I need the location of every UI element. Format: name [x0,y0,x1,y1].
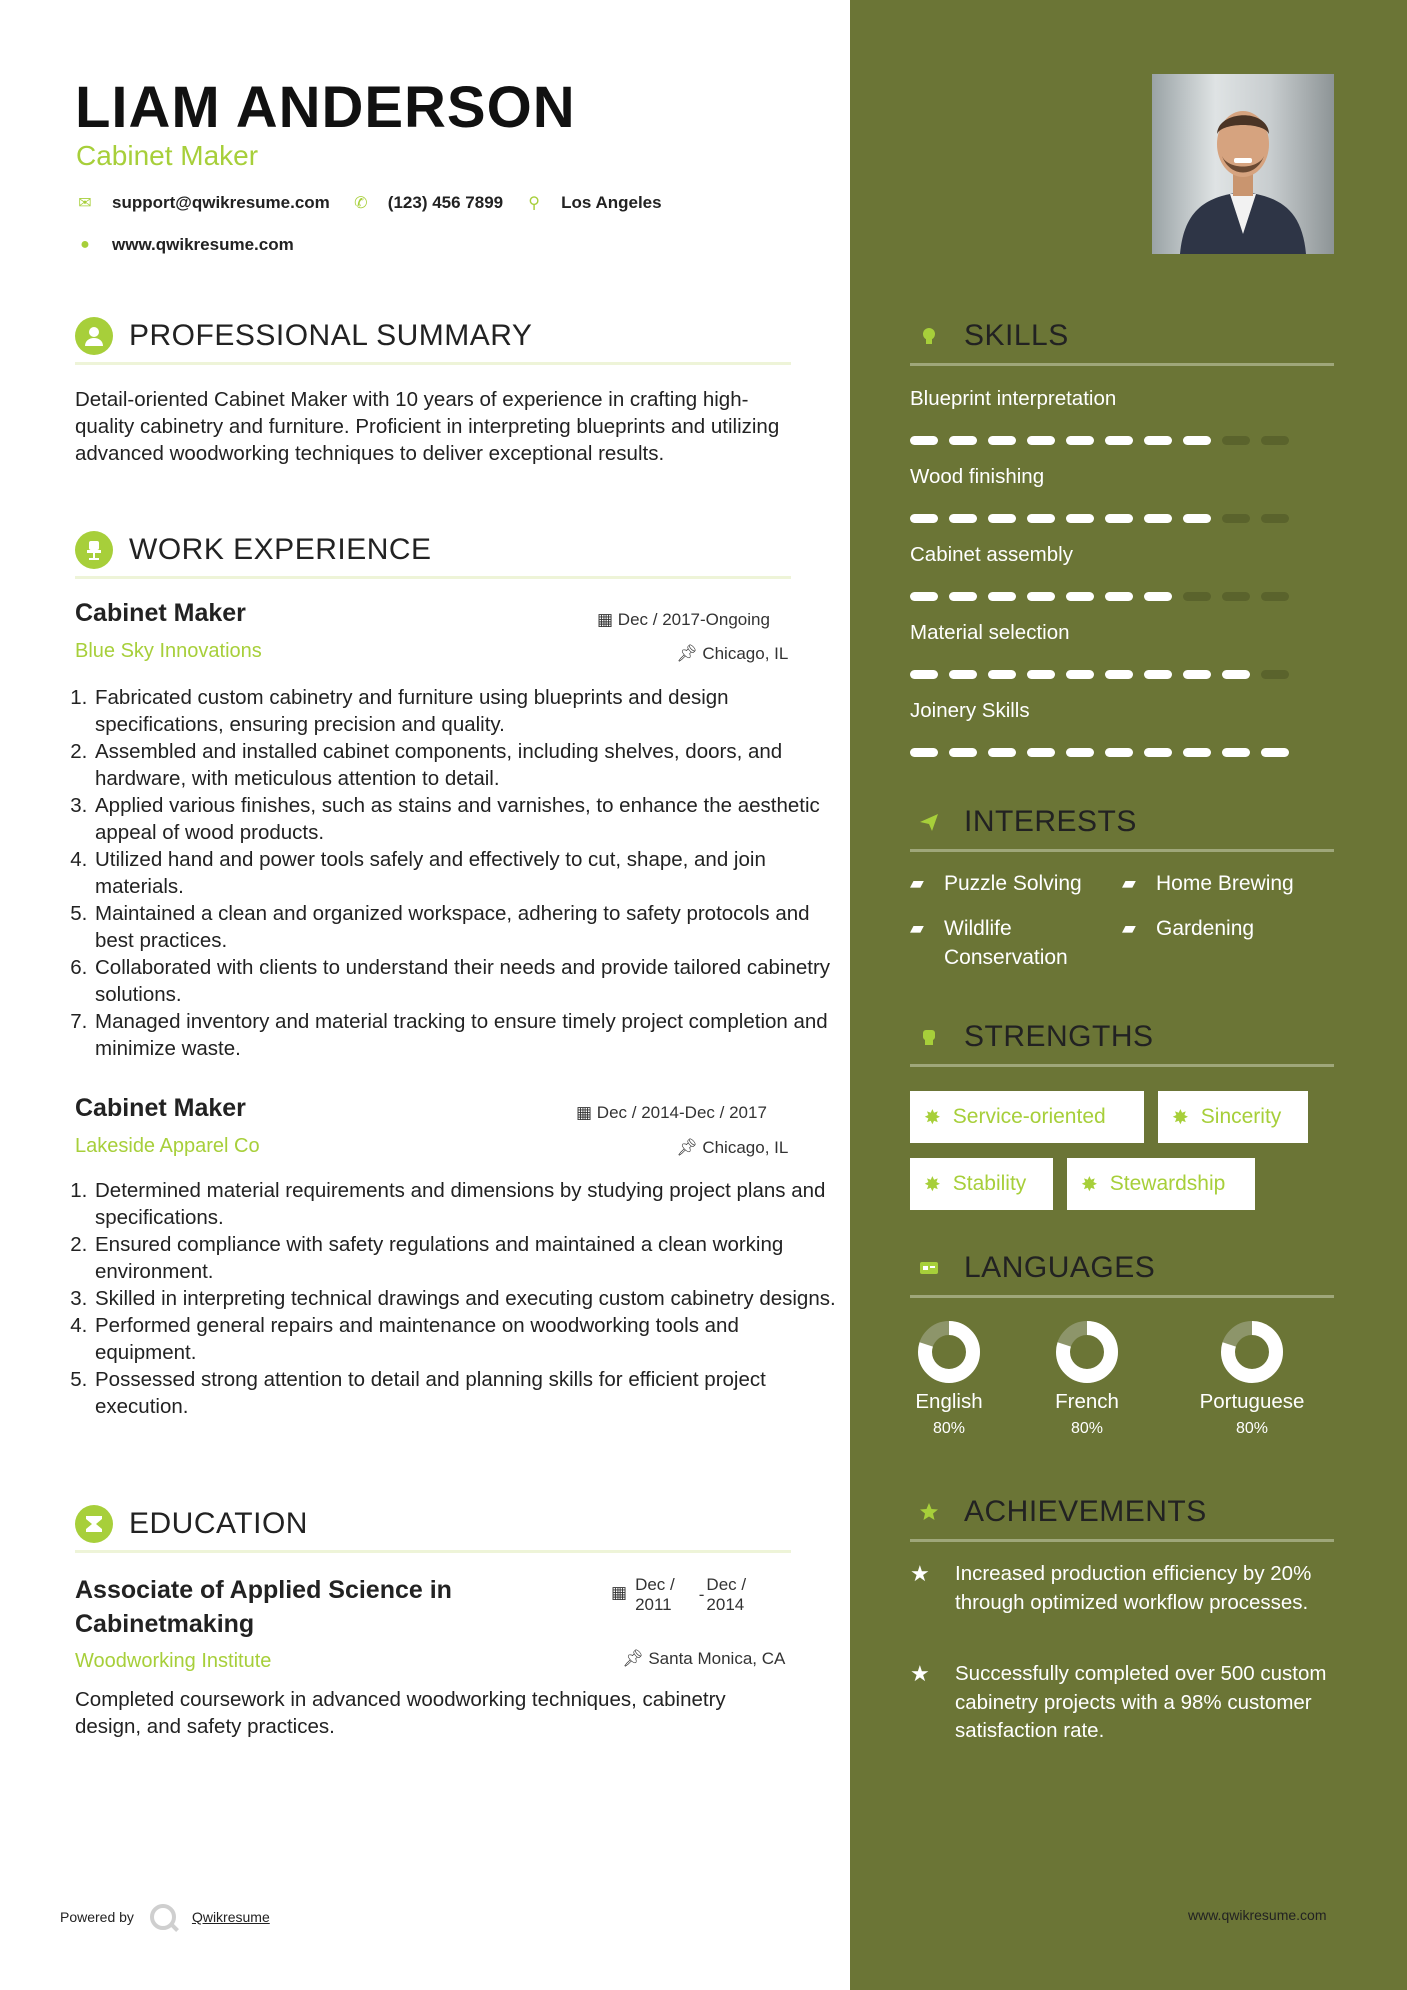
summary-divider [75,362,791,365]
language-donut [1220,1320,1284,1384]
skill-name: Blueprint interpretation [910,387,1117,410]
job-2-location: 📌︎ Chicago, IL [676,1138,789,1157]
skill-dash [949,670,977,679]
skill-dash [910,592,938,601]
skill-dash [1066,670,1094,679]
person-icon [75,317,113,355]
qwikresume-logo-icon [150,1904,176,1930]
skill-dash [1222,670,1250,679]
skill-dash [1144,670,1172,679]
skill-dash [1183,592,1211,601]
strengths-heading: STRENGTHS [910,1018,1154,1056]
skill-dash [1183,436,1211,445]
candidate-title: Cabinet Maker [76,140,259,171]
skill-bar [910,670,1300,679]
book-icon: ▰ [910,918,924,938]
list-item: 2. Ensured compliance with safety regulations and maintained a clean working environment. [93,1231,838,1285]
globe-icon: ● [80,236,90,253]
list-item: 1. Determined material requirements and dimensions by studying project plans and specifications. [93,1177,838,1231]
calendar-icon: ▦ [576,1103,593,1122]
education-heading: EDUCATION [75,1505,308,1543]
list-item: 7. Managed inventory and material tracking to ensure timely project completion and minimize waste. [93,1008,838,1062]
list-item: 5. Maintained a clean and organized workspace, adhering to safety protocols and best practices. [93,900,838,954]
achievement-item: ★ Increased production efficiency by 20% through optimized workflow processes. [910,1560,1334,1617]
skill-dash [1222,514,1250,523]
list-item: 5. Possessed strong attention to detail and planning skills for efficient project execution. [93,1366,838,1420]
interests-divider [910,849,1334,852]
shooting-star-icon: ★ [910,1561,930,1586]
skills-heading: SKILLS [910,317,1069,355]
skill-dash [1066,436,1094,445]
skill-dash [1183,748,1211,757]
map-pin-icon: ⚲ [528,195,540,212]
skill-dash [1144,514,1172,523]
interests-heading: INTERESTS [910,803,1137,841]
contact-phone[interactable]: ✆ (123) 456 7899 [352,193,503,213]
skill-dash [1027,670,1055,679]
graduation-icon [75,1505,113,1543]
footer-website[interactable]: www.qwikresume.com [1188,1907,1327,1923]
star-badge-icon [910,1493,948,1531]
shooting-star-icon: ★ [910,1661,930,1686]
badge-icon: ✸ [924,1173,941,1196]
skill-dash [1183,514,1211,523]
book-icon: ▰ [1122,918,1136,938]
skill-dash [1261,436,1289,445]
job-1-dates: ▦ Dec / 2017-Ongoing [597,610,770,629]
skill-dash [1261,592,1289,601]
strengths-divider [910,1064,1334,1067]
skill-dash [1027,748,1055,757]
contact-email[interactable]: ✉ support@qwikresume.com [76,193,330,213]
skill-dash [1261,514,1289,523]
experience-heading: WORK EXPERIENCE [75,531,432,569]
pushpin-icon: 📌︎ [622,1649,644,1668]
skill-name: Wood finishing [910,465,1045,488]
language-donut [1055,1320,1119,1384]
badge-icon: ✸ [1081,1173,1098,1196]
achievements-heading: ACHIEVEMENTS [910,1493,1207,1531]
skill-dash [1066,592,1094,601]
strength-chip: ✸ Stewardship [1067,1158,1255,1210]
job-1-company: Blue Sky Innovations [75,640,262,662]
job-2-company: Lakeside Apparel Co [75,1135,260,1157]
skill-dash [1105,514,1133,523]
skill-dash [949,748,977,757]
skill-dash [988,670,1016,679]
powered-by: Powered by Qwikresume [60,1904,270,1930]
skill-dash [1066,748,1094,757]
list-item: 6. Collaborated with clients to understand their needs and provide tailored cabinetry solutions. [93,954,838,1008]
paper-plane-icon [910,803,948,841]
job-2-duties [57,1177,838,1420]
skill-bar [910,592,1300,601]
language-item: English 80% [905,1320,993,1438]
languages-heading: LANGUAGES [910,1249,1155,1287]
job-2-title: Cabinet Maker [75,1094,246,1122]
skill-dash [1144,436,1172,445]
skill-dash [1144,592,1172,601]
skill-dash [1183,670,1211,679]
skill-dash [1105,592,1133,601]
list-item: 4. Performed general repairs and maintenance on woodworking tools and equipment. [93,1312,838,1366]
skill-dash [1144,748,1172,757]
job-2-dates: ▦ Dec / 2014-Dec / 2017 [576,1103,767,1122]
skill-dash [1222,436,1250,445]
fist-icon [910,1018,948,1056]
summary-heading: PROFESSIONAL SUMMARY [75,317,532,355]
job-1-location: 📌︎ Chicago, IL [676,644,789,663]
envelope-icon: ✉ [78,195,92,212]
skill-dash [910,670,938,679]
skill-dash [949,436,977,445]
language-item: Portuguese 80% [1180,1320,1324,1438]
education-divider [75,1550,791,1553]
candidate-name: LIAM ANDERSON [75,75,576,140]
skill-dash [1222,592,1250,601]
interest-item: ▰ Home Brewing [1122,869,1294,898]
skill-bar [910,436,1300,445]
school-name: Woodworking Institute [75,1650,272,1672]
skill-bar [910,748,1300,757]
calendar-icon: ▦ [611,1583,628,1602]
skill-name: Material selection [910,621,1070,644]
skill-dash [949,592,977,601]
strength-chip: ✸ Sincerity [1158,1091,1308,1143]
phone-icon: ✆ [354,195,368,212]
achievements-divider [910,1539,1334,1542]
contact-location: ⚲ Los Angeles [525,193,661,213]
badge-icon: ✸ [924,1106,941,1129]
contact-row [76,193,684,213]
skill-dash [910,436,938,445]
education-description: Completed coursework in advanced woodworking techniques, cabinetry design, and safety practices. [75,1688,726,1738]
skill-dash [1105,748,1133,757]
skill-dash [1261,748,1289,757]
pushpin-icon: 📌︎ [676,1138,698,1157]
book-icon: ▰ [1122,873,1136,893]
badge-icon: ✸ [1172,1106,1189,1129]
language-donut [917,1320,981,1384]
skill-dash [988,436,1016,445]
strength-chip: ✸ Service-oriented [910,1091,1144,1143]
skill-dash [949,514,977,523]
skill-dash [1066,514,1094,523]
strength-chip: ✸ Stability [910,1158,1053,1210]
list-item: 3. Applied various finishes, such as stains and varnishes, to enhance the aesthetic appeal of wood products. [93,792,838,846]
interest-item: ▰ Gardening [1122,914,1254,943]
degree-title: Associate of Applied Science in Cabinetmaking [75,1576,452,1638]
skill-dash [1027,592,1055,601]
skill-dash [988,514,1016,523]
job-1-title: Cabinet Maker [75,599,246,627]
job-1-duties [57,684,838,1062]
list-item: 3. Skilled in interpreting technical drawings and executing custom cabinetry designs. [93,1285,838,1312]
summary-text: Detail-oriented Cabinet Maker with 10 years of experience in crafting high-quality cabinetry and furniture. Proficient in interpreting blueprints and utilizing advanced woodworking techniques to deliver exceptional results. [75,388,780,465]
list-item: 1. Fabricated custom cabinetry and furniture using blueprints and design specifications, ensuring precision and quality. [93,684,838,738]
experience-divider [75,576,791,579]
list-item: 2. Assembled and installed cabinet components, including shelves, doors, and hardware, with meticulous attention to detail. [93,738,838,792]
interest-item: ▰ Wildlife Conservation [910,914,1100,972]
calendar-icon: ▦ [597,610,614,629]
languages-divider [910,1295,1334,1298]
skill-dash [988,748,1016,757]
language-item: French 80% [1043,1320,1131,1438]
skill-dash [1105,670,1133,679]
skill-bar [910,514,1300,523]
skill-dash [1027,514,1055,523]
contact-website[interactable]: ● www.qwikresume.com [76,235,294,255]
education-dates: ▦ Dec / 2011 - Dec / 2014 [611,1575,747,1614]
interest-item: ▰ Puzzle Solving [910,869,1082,898]
skill-dash [1027,436,1055,445]
skill-dash [1222,748,1250,757]
list-item: 4. Utilized hand and power tools safely and effectively to cut, shape, and join materials. [93,846,838,900]
pushpin-icon: 📌︎ [676,644,698,663]
profile-photo [1152,74,1334,254]
skill-dash [1261,670,1289,679]
skill-name: Cabinet assembly [910,543,1073,566]
skills-divider [910,363,1334,366]
lightbulb-icon [910,317,948,355]
skill-name: Joinery Skills [910,699,1030,722]
education-location: 📌︎ Santa Monica, CA [622,1649,786,1668]
skill-dash [1105,436,1133,445]
qwikresume-link[interactable]: Qwikresume [191,1909,270,1925]
achievement-item: ★ Successfully completed over 500 custom cabinetry projects with a 98% customer satisfaction rate. [910,1660,1334,1746]
language-card-icon [910,1249,948,1287]
skill-dash [910,514,938,523]
skill-dash [988,592,1016,601]
book-icon: ▰ [910,873,924,893]
chair-icon [75,531,113,569]
skill-dash [910,748,938,757]
